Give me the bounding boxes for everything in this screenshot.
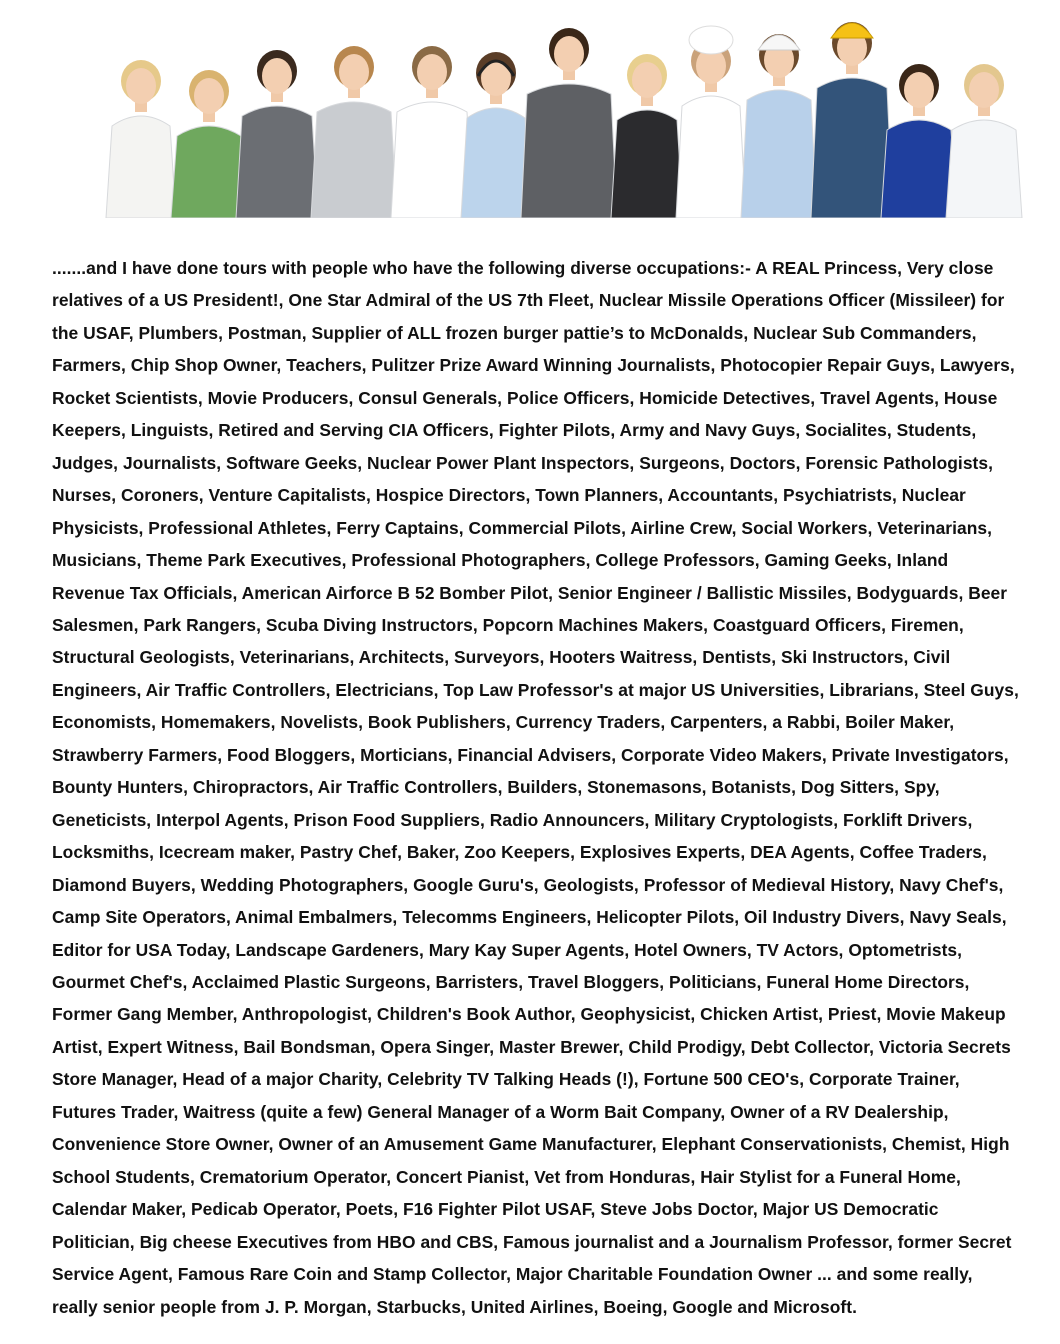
group-of-professionals-photo-icon	[66, 18, 1030, 218]
occupations-paragraph: .......and I have done tours with people who have the following diverse occupations:- A REAL Princess, Very close relatives of a US President!, One Star Admiral of the US 7th Fleet, Nuclear Missile Operations Officer (Missileer) for the USAF, Plumbers, Postman, Supplier of ALL frozen burger pattie’s to McDonalds, Nuclear Sub Commanders, Farmers, Chip Shop Owner, Teachers, Pulitzer Prize Award Winning Journalists, Photocopier Repair Guys, Lawyers, Rocket Scientists, Movie Producers, Consul Generals, Police Officers, Homicide Detectives, Travel Agents, House Keepers, Linguists, Retired and Serving CIA Officers, Fighter Pilots, Army and Navy Guys, Socialites, Students, Judges, Journalists, Software Geeks, Nuclear Power Plant Inspectors, Surgeons, Doctors, Forensic Pathologists, Nurses, Coroners, Venture Capitalists, Hospice Directors, Town Planners, Accountants, Psychiatrists, Nuclear Physicists, Professional Athletes, Ferry Captains, Commercial Pilots, Airline Crew, Social Workers, Veterinarians, Musicians, Theme Park Executives, Professional Photographers, College Professors, Gaming Geeks, Inland Revenue Tax Officials, American Airforce B 52 Bomber Pilot, Senior Engineer / Ballistic Missiles, Bodyguards, Beer Salesmen, Park Rangers, Scuba Diving Instructors, Popcorn Machines Makers, Coastguard Officers, Firemen, Structural Geologists, Veterinarians, Architects, Surveyors, Hooters Waitress, Dentists, Ski Instructors, Civil Engineers, Air Traffic Controllers, Electricians, Top Law Professor's at major US Universities, Librarians, Steel Guys, Economists, Homemakers, Novelists, Book Publishers, Currency Traders, Carpenters, a Rabbi, Boiler Maker, Strawberry Farmers, Food Bloggers, Morticians, Financial Advisers, Corporate Video Makers, Private Investigators, Bounty Hunters, Chiropractors, Air Traffic Controllers, Builders, Stonemasons, Botanists, Dog Sitters, Spy, Geneticists, Interpol Agents, Prison Food Suppliers, Radio Announcers, Military Cryptologists, Forklift Drivers, Locksmiths, Icecream maker, Pastry Chef, Baker, Zoo Keepers, Explosives Experts, DEA Agents, Coffee Traders, Diamond Buyers, Wedding Photographers, Google Guru's, Geologists, Professor of Medieval History, Navy Chef's, Camp Site Operators, Animal Embalmers, Telecomms Engineers, Helicopter Pilots, Oil Industry Divers, Navy Seals, Editor for USA Today, Landscape Gardeners, Mary Kay Super Agents, Hotel Owners, TV Actors, Optometrists, Gourmet Chef's, Acclaimed Plastic Surgeons, Barristers, Travel Bloggers, Politicians, Funeral Home Directors, Former Gang Member, Anthropologist, Children's Book Author, Geophysicist, Chicken Artist, Priest, Movie Makeup Artist, Expert Witness, Bail Bondsman, Opera Singer, Master Brewer, Child Prodigy, Debt Collector, Victoria Secrets Store Manager, Head of a major Charity, Celebrity TV Talking Heads (!), Fortune 500 CEO's, Corporate Trainer, Futures Trader, Waitress (quite a few) General Manager of a Worm Bait Company, Owner of a RV Dealership, Convenience Store Owner, Owner of an Amusement Game Manufacturer, Elephant Conservationists, Chemist, High School Students, Crematorium Operator, Concert Pianist, Vet from Honduras, Hair Stylist for a Funeral Home, Calendar Maker, Pedicab Operator, Poets, F16 Fighter Pilot USAF, Steve Jobs Doctor, Major US Democratic Politician, Big cheese Executives from HBO and CBS, Famous journalist and a Journalism Professor, former Secret Service Agent, Famous Rare Coin and Stamp Collector, Major Charitable Foundation Owner ... and some really, really senior people from J. P. Morgan, Starbucks, United Airlines, Boeing, Google and Microsoft.	[52, 258, 1019, 1317]
professionals-banner-image	[66, 18, 1030, 218]
